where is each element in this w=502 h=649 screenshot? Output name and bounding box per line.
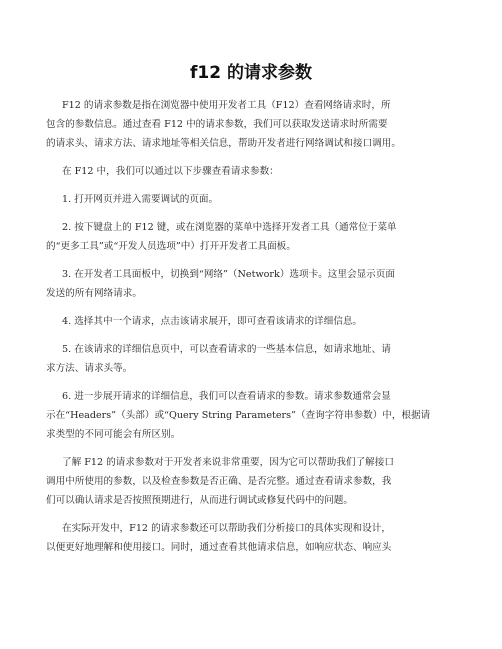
paragraph-line: 5. 在该请求的详细信息页中，可以查看请求的一些基本信息，如请求地址、请 bbox=[62, 344, 391, 355]
page-title: f12 的请求参数 bbox=[190, 63, 312, 83]
paragraph-line: 发送的所有网络请求。 bbox=[46, 288, 142, 299]
paragraph-line: 3. 在开发者工具面板中，切换到“网络”（Network）选项卡。这里会显示页面 bbox=[62, 269, 395, 280]
paragraph-line: 以便更好地理解和使用接口。同时，通过查看其他请求信息，如响应状态、响应头 bbox=[46, 542, 392, 553]
paragraph-line: 们可以确认请求是否按照预期进行，从而进行调试或修复代码中的问题。 bbox=[46, 495, 353, 506]
paragraph-line: 1. 打开网页并进入需要调试的页面。 bbox=[62, 194, 219, 205]
paragraph-line: 求方法、请求头等。 bbox=[46, 363, 133, 374]
paragraph-line: 调用中所使用的参数，以及检查参数是否正确、是否完整。通过查看请求参数，我 bbox=[46, 476, 392, 487]
paragraph-line: 的请求头、请求方法、请求地址等相关信息，帮助开发者进行网络调试和接口调用。 bbox=[46, 138, 401, 149]
paragraph-line: 在 F12 中，我们可以通过以下步骤查看请求参数： bbox=[62, 166, 279, 177]
paragraph-line: 包含的参数信息。通过查看 F12 中的请求参数，我们可以获取发送请求时所需要 bbox=[46, 119, 388, 130]
paragraph-line: 4. 选择其中一个请求，点击该请求展开，即可查看该请求的详细信息。 bbox=[62, 316, 363, 327]
paragraph-line: F12 的请求参数是指在浏览器中使用开发者工具（F12）查看网络请求时，所 bbox=[62, 100, 391, 111]
paragraph-line: 求类型的不同可能会有所区别。 bbox=[46, 429, 181, 440]
paragraph-line: 2. 按下键盘上的 F12 键，或在浏览器的菜单中选择开发者工具（通常位于菜单 bbox=[62, 222, 397, 233]
paragraph-line: 示在“Headers”（头部）或“Query String Parameters”（查询字符串参数）中，根据请 bbox=[46, 410, 431, 421]
paragraph-line: 了解 F12 的请求参数对于开发者来说非常重要，因为它可以帮助我们了解接口 bbox=[62, 457, 394, 468]
paragraph-line: 6. 进一步展开请求的详细信息，我们可以查看请求的参数。请求参数通常会显 bbox=[62, 391, 391, 402]
paragraph-line: 的“更多工具”或“开发人员选项”中）打开开发者工具面板。 bbox=[46, 241, 296, 252]
paragraph-line: 在实际开发中，F12 的请求参数还可以帮助我们分析接口的具体实现和设计， bbox=[62, 523, 391, 534]
